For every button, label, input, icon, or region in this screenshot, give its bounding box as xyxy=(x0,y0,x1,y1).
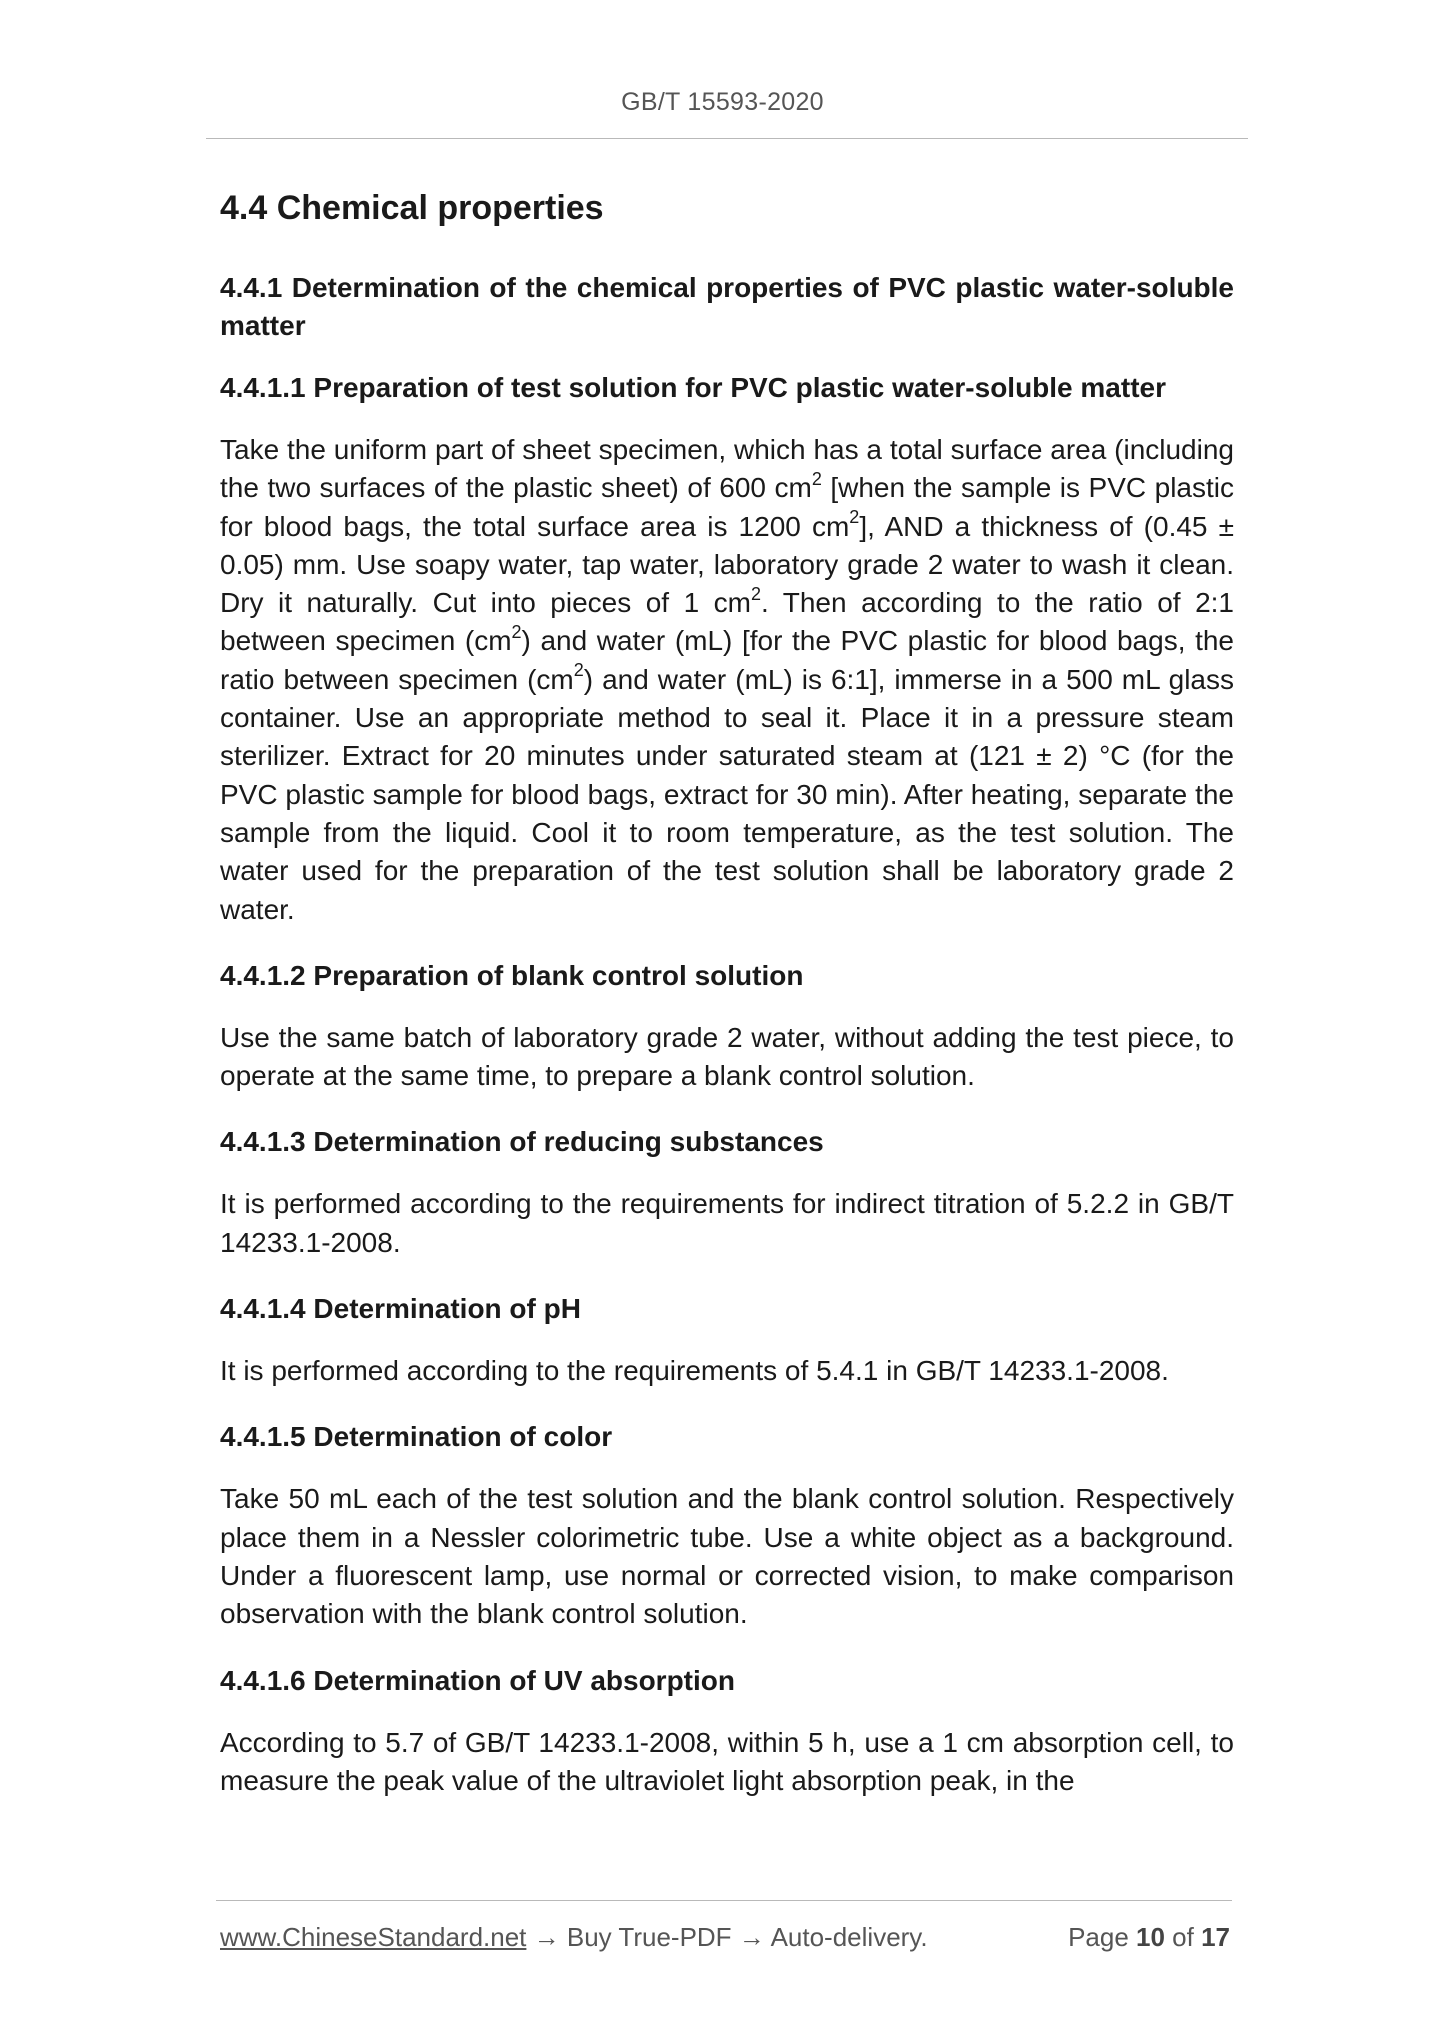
section-4-4-1-2-paragraph: Use the same batch of laboratory grade 2 water, without adding the test piece, to operate at the same time, to prepare a blank control solution. xyxy=(220,1021,1234,1092)
section-4-4-1-heading: 4.4.1 Determination of the chemical properties of PVC plastic water-soluble matter xyxy=(220,272,1234,341)
document-code-header: GB/T 15593-2020 xyxy=(621,88,824,116)
section-4-4-1-3-heading: 4.4.1.3 Determination of reducing substances xyxy=(220,1126,824,1158)
website-link[interactable]: www.ChineseStandard.net xyxy=(220,1922,527,1952)
section-4-4-1-4-paragraph: It is performed according to the requirements of 5.4.1 in GB/T 14233.1-2008. xyxy=(220,1355,1169,1387)
section-4-4-1-2-heading: 4.4.1.2 Preparation of blank control solution xyxy=(220,959,804,991)
of-label: of xyxy=(1164,1922,1202,1952)
header-divider xyxy=(206,138,1248,139)
section-4-4-heading: 4.4 Chemical properties xyxy=(220,189,604,227)
text-run: Take the uniform part of sheet specimen, which has a total surface area (including the two surfaces of the plastic sheet) of 600 cm xyxy=(220,434,1234,504)
text-run: [when the sample is PVC plastic for blood bags, the total surface area is 1200 cm xyxy=(220,472,1234,542)
section-4-4-1-6-heading: 4.4.1.6 Determination of UV absorption xyxy=(220,1664,735,1696)
text-run: ], AND a thickness of (0.45 ± 0.05) mm. Use soapy water, tap water, laboratory grade 2 water to wash it clean. Dry it naturally. Cut into pieces of 1 cm xyxy=(220,510,1234,619)
page-footer xyxy=(220,1922,1230,1953)
section-4-4-1-5-paragraph: Take 50 mL each of the test solution and the blank control solution. Respectively place them in a Nessler colorimetric tube. Use a white object as a background. Under a fluorescent lamp, use normal or corrected vision, to make comparison observation with the blank control solution. xyxy=(220,1483,1234,1630)
section-4-4-1-1-heading: 4.4.1.1 Preparation of test solution for PVC plastic water-soluble matter xyxy=(220,372,1166,403)
superscript: 2 xyxy=(573,660,584,681)
text-run: ) and water (mL) is 6:1], immerse in a 500 mL glass container. Use an appropriate method to seal it. Place it in a pressure steam sterilizer. Extract for 20 minutes under saturated steam at (121 ± 2) °C (for the PVC plastic sample for blood bags, extract for 30 min). After heating, separate the sample from the liquid. Cool it to room temperature, as the test solution. The water used for the preparation of the test solution shall be laboratory grade 2 water. xyxy=(220,663,1234,925)
footer-tagline: → Buy True-PDF → Auto-delivery. xyxy=(526,1922,928,1952)
page-total: 17 xyxy=(1201,1922,1230,1952)
footer-divider xyxy=(216,1900,1232,1901)
page-number: 10 xyxy=(1136,1922,1165,1952)
superscript: 2 xyxy=(750,583,761,604)
section-4-4-1-6-paragraph: According to 5.7 of GB/T 14233.1-2008, within 5 h, use a 1 cm absorption cell, to measure the peak value of the ultraviolet light absorption peak, in the xyxy=(220,1726,1234,1796)
page-content xyxy=(220,185,1234,1828)
superscript: 2 xyxy=(849,507,860,528)
text-run: . Then according to the ratio of 2:1 between specimen (cm xyxy=(220,587,1234,657)
section-4-4-1-3-paragraph: It is performed according to the requirements for indirect titration of 5.2.2 in GB/T 14233.1-2008. xyxy=(220,1188,1234,1258)
superscript: 2 xyxy=(811,468,822,489)
section-4-4-1-5-heading: 4.4.1.5 Determination of color xyxy=(220,1421,613,1453)
superscript: 2 xyxy=(511,622,522,643)
page-label: Page xyxy=(1068,1922,1137,1952)
section-4-4-1-1-paragraph xyxy=(220,431,1234,929)
section-4-4-1-4-heading: 4.4.1.4 Determination of pH xyxy=(220,1293,581,1325)
text-run: ) and water (mL) [for the PVC plastic for blood bags, the ratio between specimen (cm xyxy=(220,625,1234,695)
page-indicator xyxy=(1068,1922,1230,1953)
